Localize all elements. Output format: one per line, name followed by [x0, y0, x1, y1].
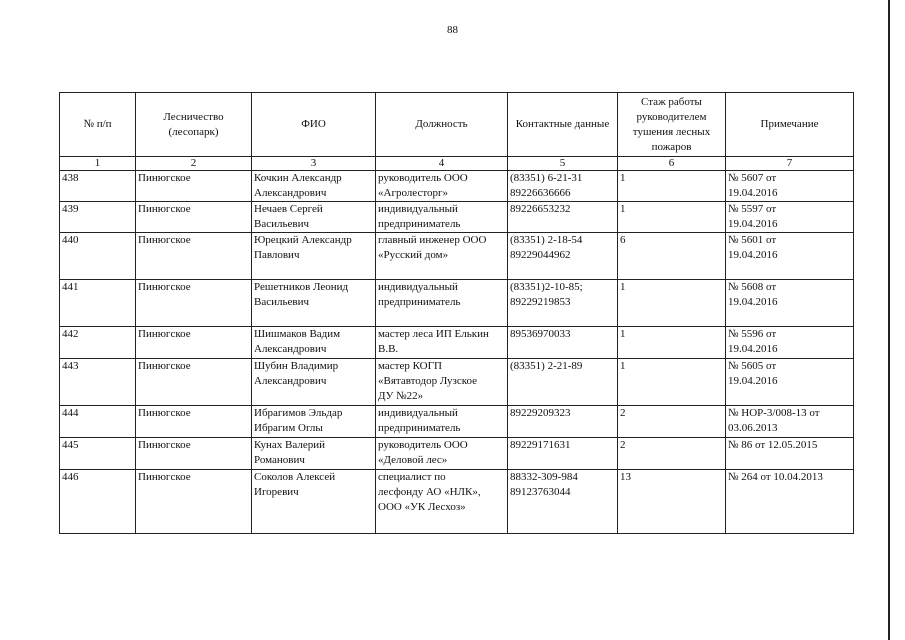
- contacts-cell: [508, 438, 618, 470]
- position-cell: [376, 202, 508, 233]
- forestry-cell: Пинюгское: [136, 280, 252, 327]
- position-line: «Русский дом»: [378, 249, 449, 261]
- position-line: «Агролесторг»: [378, 187, 449, 199]
- contacts-line: (83351) 6-21-31: [510, 172, 583, 184]
- num-cell: 446: [60, 470, 136, 534]
- experience-cell: 1: [618, 171, 726, 202]
- num-cell: 444: [60, 406, 136, 438]
- contacts-cell: [508, 359, 618, 406]
- table-row: [60, 406, 854, 438]
- experience-cell: 2: [618, 438, 726, 470]
- position-cell: [376, 406, 508, 438]
- contacts-line: 89226636666: [510, 187, 571, 199]
- position-cell: [376, 470, 508, 534]
- position-line: главный инженер ООО: [378, 234, 487, 246]
- note-line: № 5608 от: [728, 281, 777, 293]
- name-line: Александрович: [254, 187, 327, 199]
- position-cell: [376, 359, 508, 406]
- name-line: Ибрагим Оглы: [254, 422, 323, 434]
- note-line: 19.04.2016: [728, 296, 778, 308]
- forestry-cell: Пинюгское: [136, 202, 252, 233]
- note-line: 03.06.2013: [728, 422, 778, 434]
- table-row: [60, 327, 854, 359]
- position-line: индивидуальный: [378, 407, 458, 419]
- position-line: мастер КОГП: [378, 360, 442, 372]
- position-cell: [376, 280, 508, 327]
- position-line: «Деловой лес»: [378, 454, 448, 466]
- fire-managers-table: [59, 92, 854, 534]
- note-cell: [726, 438, 854, 470]
- name-line: Павлович: [254, 249, 300, 261]
- name-line: Александрович: [254, 343, 327, 355]
- table-row: [60, 359, 854, 406]
- experience-cell: 1: [618, 280, 726, 327]
- column-number: 6: [618, 157, 726, 171]
- table-row: [60, 470, 854, 534]
- name-line: Кунах Валерий: [254, 439, 325, 451]
- table-row: [60, 171, 854, 202]
- header-note: Примечание: [726, 93, 854, 157]
- experience-cell: 13: [618, 470, 726, 534]
- contacts-line: (83351)2-10-85;: [510, 281, 583, 293]
- column-number: 1: [60, 157, 136, 171]
- header-forestry: Лесничество (лесопарк): [136, 93, 252, 157]
- table-row: [60, 233, 854, 280]
- position-cell: [376, 438, 508, 470]
- note-line: № НОР-3/008-13 от: [728, 407, 820, 419]
- name-cell: [252, 470, 376, 534]
- name-line: Шубин Владимир: [254, 360, 339, 372]
- note-line: 19.04.2016: [728, 375, 778, 387]
- forestry-cell: Пинюгское: [136, 171, 252, 202]
- note-cell: [726, 327, 854, 359]
- note-line: № 5601 от: [728, 234, 777, 246]
- forestry-cell: Пинюгское: [136, 327, 252, 359]
- contacts-line: 89226653232: [510, 203, 571, 215]
- note-line: № 264 от 10.04.2013: [728, 471, 823, 483]
- experience-cell: 6: [618, 233, 726, 280]
- note-cell: [726, 171, 854, 202]
- note-cell: [726, 406, 854, 438]
- name-cell: [252, 171, 376, 202]
- contacts-line: 89536970033: [510, 328, 571, 340]
- contacts-cell: [508, 233, 618, 280]
- column-number: 3: [252, 157, 376, 171]
- note-line: 19.04.2016: [728, 187, 778, 199]
- table-row: [60, 438, 854, 470]
- position-line: В.В.: [378, 343, 399, 355]
- position-line: ДУ №22»: [378, 390, 424, 402]
- position-cell: [376, 233, 508, 280]
- header-name: ФИО: [252, 93, 376, 157]
- position-line: мастер леса ИП Елькин: [378, 328, 489, 340]
- name-line: Ибрагимов Эльдар: [254, 407, 343, 419]
- note-cell: [726, 470, 854, 534]
- name-line: Васильевич: [254, 296, 309, 308]
- note-cell: [726, 202, 854, 233]
- num-cell: 439: [60, 202, 136, 233]
- name-line: Нечаев Сергей: [254, 203, 323, 215]
- num-cell: 441: [60, 280, 136, 327]
- note-line: № 5607 от: [728, 172, 777, 184]
- name-cell: [252, 406, 376, 438]
- position-line: предприниматель: [378, 218, 461, 230]
- note-line: № 5597 от: [728, 203, 777, 215]
- header-row: [60, 93, 854, 157]
- header-position: Должность: [376, 93, 508, 157]
- position-line: руководитель ООО: [378, 439, 468, 451]
- contacts-line: (83351) 2-21-89: [510, 360, 583, 372]
- contacts-line: 89229171631: [510, 439, 571, 451]
- note-line: № 5596 от: [728, 328, 777, 340]
- contacts-cell: [508, 470, 618, 534]
- column-number: 2: [136, 157, 252, 171]
- name-cell: [252, 327, 376, 359]
- position-line: предприниматель: [378, 422, 461, 434]
- table-row: [60, 280, 854, 327]
- experience-cell: 1: [618, 327, 726, 359]
- forestry-cell: Пинюгское: [136, 470, 252, 534]
- forestry-cell: Пинюгское: [136, 438, 252, 470]
- contacts-cell: [508, 171, 618, 202]
- position-cell: [376, 171, 508, 202]
- num-cell: 438: [60, 171, 136, 202]
- name-line: Кочкин Александр: [254, 172, 342, 184]
- contacts-line: 89123763044: [510, 486, 571, 498]
- name-cell: [252, 359, 376, 406]
- position-cell: [376, 327, 508, 359]
- name-line: Игоревич: [254, 486, 299, 498]
- header-num: № п/п: [60, 93, 136, 157]
- name-line: Решетников Леонид: [254, 281, 349, 293]
- num-cell: 442: [60, 327, 136, 359]
- position-line: «Вятавтодор Лузское: [378, 375, 478, 387]
- contacts-line: 89229209323: [510, 407, 571, 419]
- name-cell: [252, 202, 376, 233]
- note-line: 19.04.2016: [728, 343, 778, 355]
- contacts-cell: [508, 406, 618, 438]
- column-number: 5: [508, 157, 618, 171]
- note-line: 19.04.2016: [728, 218, 778, 230]
- num-cell: 445: [60, 438, 136, 470]
- note-cell: [726, 359, 854, 406]
- note-line: № 86 от 12.05.2015: [728, 439, 818, 451]
- contacts-line: 89229219853: [510, 296, 571, 308]
- experience-cell: 2: [618, 406, 726, 438]
- name-line: Соколов Алексей: [254, 471, 336, 483]
- position-line: индивидуальный: [378, 281, 458, 293]
- column-number-row: [60, 157, 854, 171]
- name-line: Васильевич: [254, 218, 309, 230]
- position-line: индивидуальный: [378, 203, 458, 215]
- table-row: [60, 202, 854, 233]
- contacts-cell: [508, 202, 618, 233]
- contacts-cell: [508, 280, 618, 327]
- note-cell: [726, 233, 854, 280]
- header-experience: Стаж работы руководителем тушения лесных пожаров: [618, 93, 726, 157]
- column-number: 7: [726, 157, 854, 171]
- note-line: № 5605 от: [728, 360, 777, 372]
- note-cell: [726, 280, 854, 327]
- name-line: Александрович: [254, 375, 327, 387]
- num-cell: 443: [60, 359, 136, 406]
- header-contacts: Контактные данные: [508, 93, 618, 157]
- forestry-cell: Пинюгское: [136, 359, 252, 406]
- name-cell: [252, 280, 376, 327]
- position-line: руководитель ООО: [378, 172, 468, 184]
- experience-cell: 1: [618, 202, 726, 233]
- contacts-line: 88332-309-984: [510, 471, 578, 483]
- note-line: 19.04.2016: [728, 249, 778, 261]
- contacts-line: (83351) 2-18-54: [510, 234, 583, 246]
- column-number: 4: [376, 157, 508, 171]
- position-line: ООО «УК Лесхоз»: [378, 501, 466, 513]
- name-line: Юрецкий Александр: [254, 234, 352, 246]
- page-number: 88: [447, 24, 458, 36]
- name-cell: [252, 233, 376, 280]
- position-line: лесфонду АО «НЛК»,: [378, 486, 481, 498]
- contacts-cell: [508, 327, 618, 359]
- name-line: Шишмаков Вадим: [254, 328, 341, 340]
- forestry-cell: Пинюгское: [136, 233, 252, 280]
- num-cell: 440: [60, 233, 136, 280]
- name-cell: [252, 438, 376, 470]
- position-line: специалист по: [378, 471, 446, 483]
- name-line: Романович: [254, 454, 305, 466]
- contacts-line: 89229044962: [510, 249, 571, 261]
- forestry-cell: Пинюгское: [136, 406, 252, 438]
- experience-cell: 1: [618, 359, 726, 406]
- position-line: предприниматель: [378, 296, 461, 308]
- scan-edge-line: [888, 0, 890, 640]
